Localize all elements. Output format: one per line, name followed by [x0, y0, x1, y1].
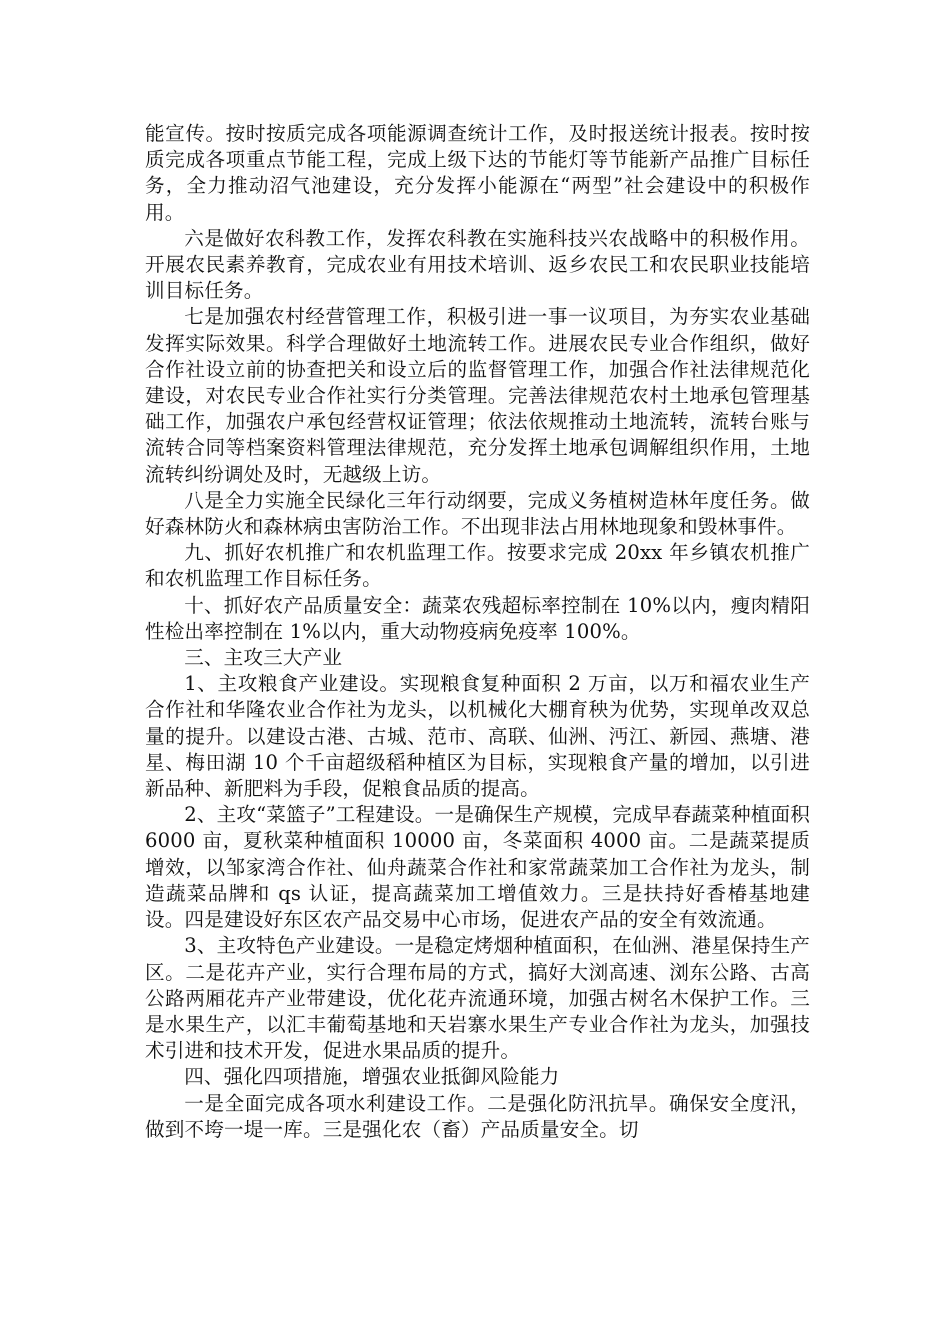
- paragraph-10: 3、主攻特色产业建设。一是稳定烤烟种植面积，在仙洲、港星保持生产区。二是花卉产业，实行合理布局的方式，搞好大浏高速、浏东公路、古高公路两厢花卉产业带建设，优化花卉流通环境，加强古树名木保护工作。三是水果生产，以汇丰葡萄基地和天岩寨水果生产专业合作社为龙头，加强技术引进和技术开发，促进水果品质的提升。: [145, 934, 810, 1063]
- paragraph-6: 十、抓好农产品质量安全：蔬菜农残超标率控制在 10%以内，瘦肉精阳性检出率控制在 1%以内，重大动物疫病免疫率 100%。: [145, 593, 810, 643]
- paragraph-1: 能宣传。按时按质完成各项能源调查统计工作，及时报送统计报表。按时按质完成各项重点节能工程，完成上级下达的节能灯等节能新产品推广目标任务，全力推动沼气池建设，充分发挥小能源在“两型”社会建设中的积极作用。: [145, 122, 810, 224]
- paragraph-9: 2、主攻“菜篮子”工程建设。一是确保生产规模，完成早春蔬菜种植面积 6000 亩，夏秋菜种植面积 10000 亩，冬菜面积 4000 亩。二是蔬菜提质增效，以邹家湾合作社、仙舟蔬菜合作社和家常蔬菜加工合作社为龙头，制造蔬菜品牌和 qs 认证，提高蔬菜加工增值效力。三是扶持好香椿基地建设。四是建设好东区农产品交易中心市场，促进农产品的安全有效流通。: [145, 803, 810, 932]
- document-page: [145, 121, 810, 1143]
- section-heading-3: 三、主攻三大产业: [184, 646, 343, 670]
- paragraph-3: 七是加强农村经营管理工作，积极引进一事一议项目，为夯实农业基础发挥实际效果。科学合理做好土地流转工作。进展农民专业合作组织，做好合作社设立前的协查把关和设立后的监督管理工作，加强合作社法律规范化建设，对农民专业合作社实行分类管理。完善法律规范农村土地承包管理基础工作，加强农户承包经营权证管理；依法依规推动土地流转，流转台账与流转合同等档案资料管理法律规范，充分发挥土地承包调解组织作用，土地流转纠纷调处及时，无越级上访。: [145, 305, 810, 486]
- paragraph-5: 九、抓好农机推广和农机监理工作。按要求完成 20xx 年乡镇农机推广和农机监理工作目标任务。: [145, 541, 810, 591]
- paragraph-12: 一是全面完成各项水利建设工作。二是强化防汛抗旱。确保安全度汛，做到不垮一堤一库。三是强化农（畜）产品质量安全。切: [145, 1091, 810, 1141]
- paragraph-8: 1、主攻粮食产业建设。实现粮食复种面积 2 万亩，以万和福农业生产合作社和华隆农业合作社为龙头，以机械化大棚育秧为优势，实现单改双总量的提升。以建设古港、古城、范市、高联、仙洲、沔江、新园、燕塘、港星、梅田湖 10 个千亩超级稻种植区为目标，实现粮食产量的增加，以引进新品种、新肥料为手段，促粮食品质的提高。: [145, 672, 810, 801]
- paragraph-4: 八是全力实施全民绿化三年行动纲要，完成义务植树造林年度任务。做好森林防火和森林病虫害防治工作。不出现非法占用林地现象和毁林事件。: [145, 488, 810, 539]
- paragraph-2: 六是做好农科教工作，发挥农科教在实施科技兴农战略中的积极作用。开展农民素养教育，完成农业有用技术培训、返乡农民工和农民职业技能培训目标任务。: [145, 226, 810, 303]
- section-heading-4: 四、强化四项措施，增强农业抵御风险能力: [184, 1065, 560, 1089]
